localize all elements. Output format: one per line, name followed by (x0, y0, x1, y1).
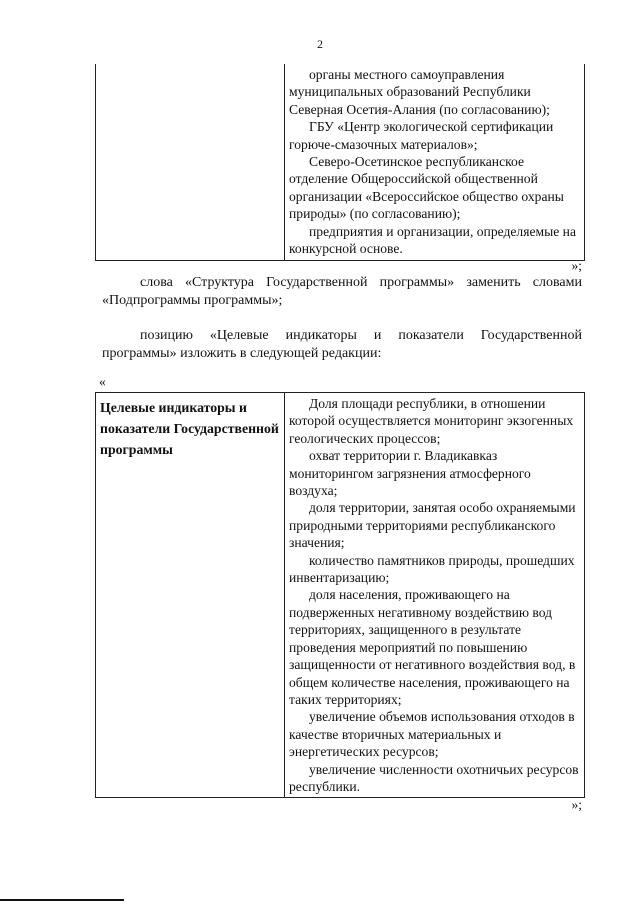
table2-left-cell (96, 393, 285, 798)
table1-closing-quote: »; (571, 258, 582, 273)
indicator-item: количество памятников природы, прошедших инвентаризацию; (289, 552, 575, 586)
page-number: 2 (317, 37, 323, 51)
responsible-parties-table (95, 64, 585, 261)
table1-paragraph: органы местного самоуправления муниципальных образований Республики Северная Осетия-Алания (по согласованию); (289, 67, 550, 117)
table1-paragraph: Северо-Осетинское республиканское отделение Общероссийской общественной организации «Всероссийское общество охраны природы» (по согласованию); (289, 154, 564, 222)
table1-paragraph: ГБУ «Центр экологической сертификации горюче-смазочных материалов»; (289, 119, 554, 152)
indicator-item: доля населения, проживающего на подверженных негативному воздействию вод территориях, защищенного в результате проведения мероприятий по повышению защищенности от негативного воздействия вод, в общем количестве населения, проживающего на таких территориях; (289, 587, 576, 707)
table1-right-cell (285, 64, 585, 261)
table2-closing-quote: »; (571, 797, 582, 812)
table1-paragraph: предприятия и организации, определяемые на конкурсной основе. (289, 223, 576, 257)
indicators-heading: Целевые индикаторы и показатели Государственной программы (100, 400, 279, 457)
indicator-item: Доля площади республики, в отношении которой осуществляется мониторинг экзогенных геологических процессов; (289, 396, 574, 446)
footer-rule (0, 899, 124, 901)
indicator-item: увеличение объемов использования отходов в качестве вторичных материальных и энергетических ресурсов; (289, 709, 575, 760)
replace-words-text: слова «Структура Государственной программы» заменить словами «Подпрограммы программы»; (102, 275, 582, 308)
position-paragraph (102, 327, 582, 362)
table1-left-cell (96, 64, 285, 261)
target-indicators-table (95, 392, 585, 798)
indicator-item: увеличение численности охотничьих ресурсов республики. (289, 761, 579, 794)
indicator-item: охват территории г. Владикавказ мониторингом загрязнения атмосферного воздуха; (289, 448, 531, 499)
indicator-item: доля территории, занятая особо охраняемыми природными территориями республиканского значения; (289, 500, 576, 551)
table2-right-cell (285, 393, 585, 798)
opening-quote: « (99, 374, 106, 389)
position-text: позицию «Целевые индикаторы и показатели Государственной программы» изложить в следующей редакции: (102, 328, 582, 361)
replace-words-paragraph (102, 274, 582, 309)
